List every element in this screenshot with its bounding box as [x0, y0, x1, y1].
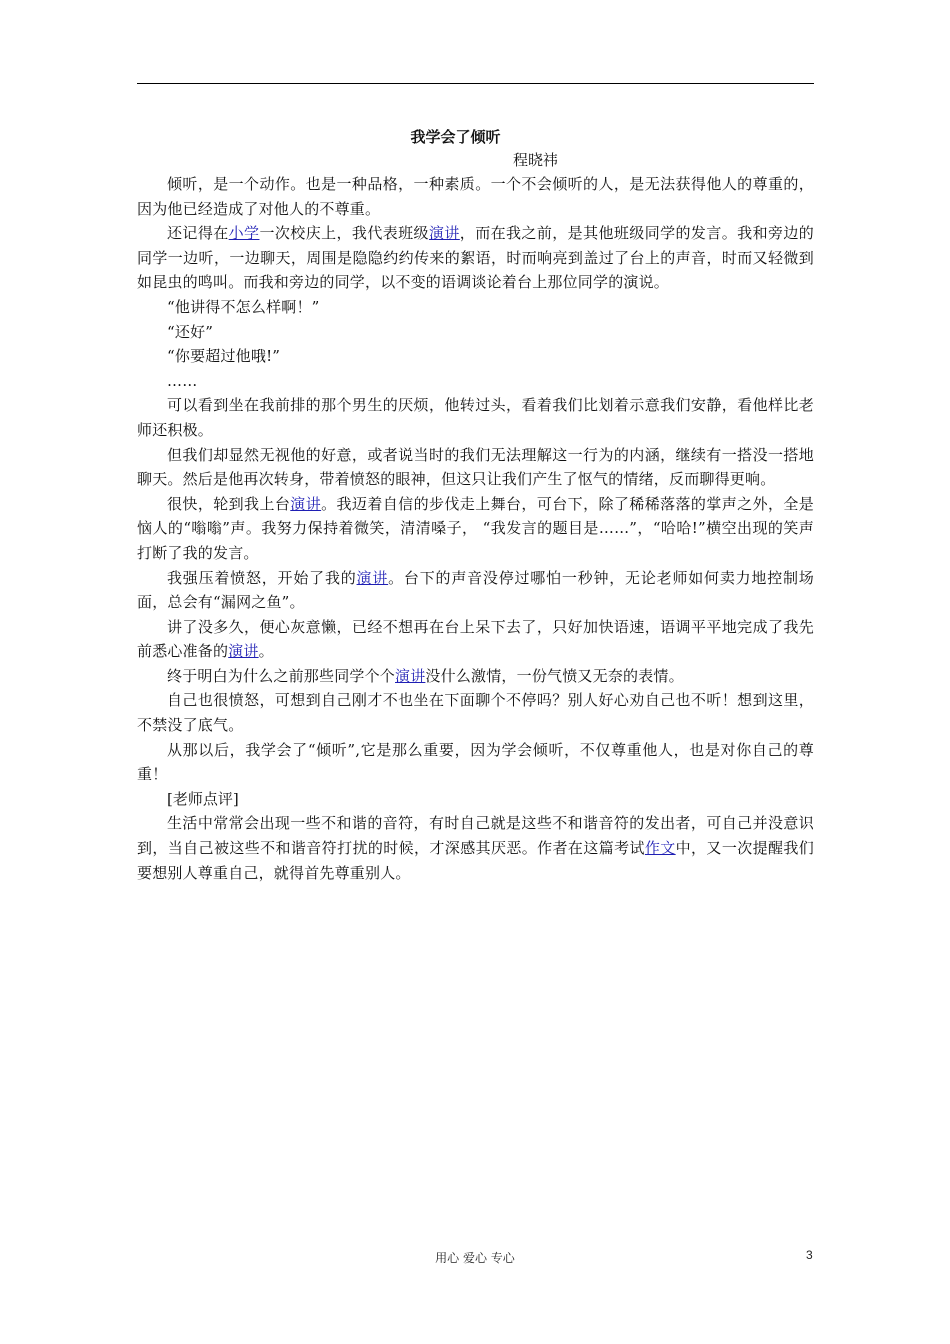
- link-yanjiang[interactable]: 演讲: [356, 568, 389, 587]
- paragraph-4: 但我们却显然无视他的好意，或者说当时的我们无法理解这一行为的内涵，继续有一搭没一搭地聊天。然后是他再次转身，带着愤怒的眼神，但这只让我们产生了怄气的情绪，反而聊得更响。: [137, 445, 814, 489]
- quote-2: “还好”: [167, 322, 214, 341]
- document-title: 我学会了倾听: [410, 128, 501, 146]
- link-xiaoxue[interactable]: 小学: [228, 224, 260, 243]
- link-yanjiang[interactable]: 演讲: [228, 642, 259, 661]
- paragraph-1: 倾听，是一个动作。也是一种品格，一种素质。一个不会倾听的人，是无法获得他人的尊重的，因为他已经造成了对他人的不尊重。: [137, 175, 814, 218]
- quote-3: “你要超过他哦!”: [167, 347, 281, 366]
- paragraph-8: 终于明白为什么之前那些同学个个演讲没什么激情，一份气愤又无奈的表情。: [167, 666, 684, 685]
- paragraph-3: 可以看到坐在我前排的那个男生的厌烦，他转过头，看着我们比划着示意我们安静，看他样比老师还积极。: [137, 396, 814, 439]
- link-yanjiang[interactable]: 演讲: [290, 494, 322, 513]
- document-author: 程晓祎: [512, 151, 558, 169]
- link-zuowen[interactable]: 作文: [644, 839, 676, 858]
- quote-1: “他讲得不怎么样啊！”: [167, 297, 320, 316]
- paragraph-7: 讲了没多久，便心灰意懒，已经不想再在台上呆下去了，只好加快语速，语调平平地完成了我先前悉心准备的演讲。: [137, 617, 814, 661]
- link-yanjiang[interactable]: 演讲: [395, 666, 426, 685]
- paragraph-6: 我强压着愤怒，开始了我的演讲。台下的声音没停过哪怕一秒钟，无论老师如何卖力地控制场面，总会有“漏网之鱼”。: [137, 568, 815, 612]
- header-rule: [137, 83, 814, 84]
- page-number: 3: [806, 1248, 813, 1262]
- document-body: [137, 126, 814, 885]
- ellipsis: ……: [167, 371, 198, 390]
- paragraph-10: 从那以后，我学会了“倾听”,它是那么重要，因为学会倾听，不仅尊重他人，也是对你自己的尊重！: [137, 740, 814, 784]
- teacher-comment-label: [老师点评]: [167, 789, 239, 808]
- paragraph-5: 很快，轮到我上台演讲。我迈着自信的步伐走上舞台，可台下，除了稀稀落落的掌声之外，全是恼人的“嗡嗡”声。我努力保持着微笑，清清嗓子， “我发言的题目是……”，“哈哈!”横空出现的笑声打断了我的发言。: [137, 494, 814, 562]
- paragraph-9: 自己也很愤怒，可想到自己刚才不也坐在下面聊个不停吗？别人好心劝自己也不听！想到这里，不禁没了底气。: [137, 691, 814, 735]
- teacher-comment: 生活中常常会出现一些不和谐的音符，有时自己就是这些不和谐音符的发出者，可自己并没意识到，当自己被这些不和谐音符打扰的时候，才深感其厌恶。作者在这篇考试作文中，又一次提醒我们要想别人尊重自己，就得首先尊重别人。: [137, 814, 814, 882]
- page-footer: 用心 爱心 专心: [435, 1251, 515, 1265]
- paragraph-2: 还记得在小学一次校庆上，我代表班级演讲，而在我之前，是其他班级同学的发言。我和旁边的同学一边听，一边聊天，周围是隐隐约约传来的絮语，时而响亮到盖过了台上的声音，时而又轻微到如昆虫的鸣叫。而我和旁边的同学，以不变的语调谈论着台上那位同学的演说。: [137, 224, 814, 292]
- link-yanjiang[interactable]: 演讲: [428, 224, 460, 243]
